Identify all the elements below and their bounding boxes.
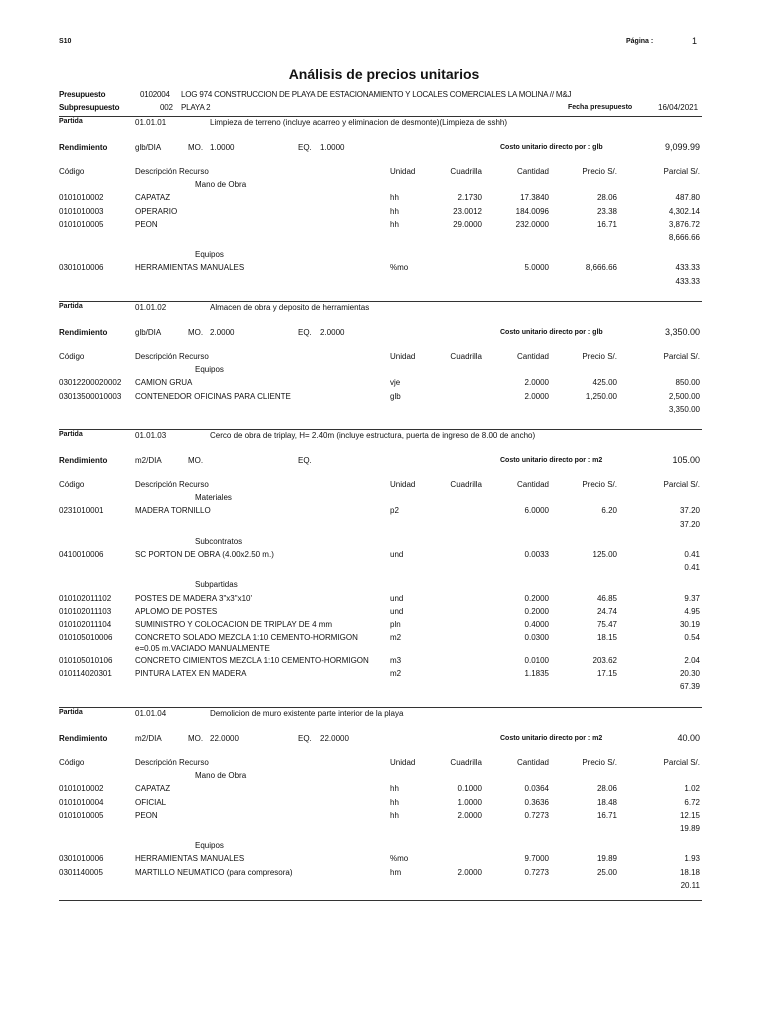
- partida-code: 01.01.04: [135, 709, 167, 718]
- row-parcial: 18.18: [679, 867, 700, 877]
- column-header-cantidad: Cantidad: [516, 480, 549, 489]
- row-cantidad: 0.0364: [524, 784, 549, 794]
- column-header-precio: Precio S/.: [582, 480, 617, 489]
- row-precio: 23.38: [596, 206, 617, 216]
- mo-label: MO.: [188, 456, 204, 465]
- column-header-cuadrilla: Cuadrilla: [450, 167, 482, 176]
- row-precio: 6.20: [601, 506, 617, 516]
- page-number: 1: [692, 36, 698, 46]
- row-cuadrilla: 2.1730: [457, 193, 482, 203]
- row-precio: 203.62: [592, 655, 617, 665]
- row-description: HERRAMIENTAS MANUALES: [135, 854, 245, 864]
- mo-value: 22.0000: [210, 734, 239, 743]
- partida-description: Almacen de obra y deposito de herramientas: [210, 303, 370, 312]
- costo-unitario-label: Costo unitario directo por : m2: [500, 735, 603, 742]
- eq-value: 22.0000: [320, 734, 349, 743]
- group-title: Equipos: [195, 841, 224, 851]
- row-parcial: 2.04: [684, 655, 700, 665]
- row-parcial: 1.02: [684, 784, 700, 794]
- row-precio: 75.47: [596, 620, 617, 629]
- rendimiento-label: Rendimiento: [59, 328, 108, 337]
- row-unit: m2: [390, 668, 402, 678]
- row-code: 0301010006: [59, 263, 104, 273]
- column-header-precio: Precio S/.: [582, 758, 617, 767]
- costo-unitario-label: Costo unitario directo por : glb: [500, 329, 603, 336]
- row-parcial: 37.20: [679, 506, 700, 516]
- group-title: Mano de Obra: [195, 180, 247, 190]
- row-unit: hh: [390, 193, 399, 203]
- row-unit: m2: [390, 633, 402, 643]
- row-description: PEON: [135, 810, 158, 820]
- row-code: 010105010006: [59, 633, 113, 643]
- presupuesto-label: Presupuesto: [59, 90, 106, 99]
- row-precio: 46.85: [596, 593, 617, 603]
- presupuesto-code: 0102004: [140, 90, 170, 99]
- column-header-parcial: Parcial S/.: [663, 352, 700, 361]
- column-header-cantidad: Cantidad: [516, 758, 549, 767]
- row-code: 010102011104: [59, 620, 112, 629]
- row-code: 0101010005: [59, 219, 104, 229]
- partida-label: Partida: [59, 431, 83, 438]
- row-parcial: 12.15: [679, 810, 700, 820]
- partida-code: 01.01.02: [135, 303, 167, 312]
- group-title: Mano de Obra: [195, 771, 247, 781]
- column-header-cuadrilla: Cuadrilla: [450, 352, 482, 361]
- group-title: Equipos: [195, 250, 224, 260]
- row-code: 0301010006: [59, 854, 104, 864]
- group-subtotal: 3,350.00: [668, 404, 700, 414]
- rendimiento-label: Rendimiento: [59, 143, 108, 152]
- row-parcial: 0.54: [684, 633, 700, 643]
- mo-label: MO.: [188, 143, 204, 152]
- row-description: OFICIAL: [135, 797, 167, 807]
- row-precio: 18.48: [596, 797, 617, 807]
- row-description: CONCRETO CIMIENTOS MEZCLA 1:10 CEMENTO-HORMIGON: [135, 655, 369, 665]
- row-cuadrilla: 0.1000: [457, 784, 482, 794]
- row-unit: vje: [390, 378, 401, 388]
- mo-label: MO.: [188, 328, 204, 337]
- costo-unitario-value: 40.00: [677, 733, 700, 743]
- row-unit: glb: [390, 391, 401, 401]
- group-subtotal: 19.89: [679, 824, 700, 833]
- column-header-unidad: Unidad: [390, 352, 416, 361]
- costo-unitario-value: 9,099.99: [664, 142, 700, 152]
- partida-description: Limpieza de terreno (incluye acarreo y eliminacion de desmonte)(Limpieza de sshh): [210, 118, 508, 127]
- fecha-label: Fecha presupuesto: [568, 104, 633, 111]
- group-title: Subcontratos: [195, 536, 243, 546]
- subpresupuesto-label: Subpresupuesto: [59, 103, 120, 112]
- row-parcial: 433.33: [675, 263, 700, 273]
- column-header-parcial: Parcial S/.: [663, 480, 700, 489]
- rendimiento-unit: m2/DIA: [135, 456, 162, 465]
- mo-value: 1.0000: [210, 143, 235, 152]
- row-precio: 25.00: [596, 867, 617, 877]
- partida-code: 01.01.03: [135, 431, 167, 440]
- row-parcial: 850.00: [675, 378, 700, 388]
- group-title: Materiales: [195, 493, 232, 503]
- row-parcial: 2,500.00: [668, 391, 700, 401]
- row-parcial: 9.37: [684, 593, 700, 603]
- row-cantidad: 2.0000: [524, 391, 549, 401]
- partida-label: Partida: [59, 118, 83, 125]
- row-precio: 18.15: [596, 633, 617, 643]
- column-header-descripcion: Descripción Recurso: [135, 758, 209, 767]
- column-header-parcial: Parcial S/.: [663, 758, 700, 767]
- costo-unitario-label: Costo unitario directo por : m2: [500, 457, 603, 464]
- subpresupuesto-code: 002: [160, 103, 173, 112]
- rendimiento-unit: m2/DIA: [135, 734, 162, 743]
- group-subtotal: 8,666.66: [668, 233, 700, 242]
- row-unit: hh: [390, 219, 399, 229]
- row-unit: hh: [390, 797, 399, 807]
- row-precio: 1,250.00: [585, 391, 617, 401]
- row-code: 0231010001: [59, 506, 104, 516]
- column-header-unidad: Unidad: [390, 758, 416, 767]
- column-header-descripcion: Descripción Recurso: [135, 480, 209, 489]
- partida-label: Partida: [59, 303, 83, 310]
- row-precio: 17.15: [596, 668, 617, 678]
- row-description: SC PORTON DE OBRA (4.00x2.50 m.): [135, 550, 274, 559]
- column-header-descripcion: Descripción Recurso: [135, 167, 209, 176]
- column-header-codigo: Código: [59, 167, 85, 176]
- row-cantidad: 184.0096: [515, 206, 549, 216]
- row-precio: 16.71: [596, 219, 617, 229]
- row-description: CAPATAZ: [135, 784, 171, 794]
- row-cuadrilla: 1.0000: [457, 797, 482, 807]
- row-unit: %mo: [390, 263, 409, 273]
- row-cantidad: 2.0000: [524, 378, 549, 388]
- row-parcial: 3,876.72: [668, 219, 700, 229]
- costo-unitario-value: 105.00: [672, 455, 700, 465]
- row-code: 010114020301: [59, 668, 112, 678]
- eq-value: 2.0000: [320, 328, 345, 337]
- column-header-unidad: Unidad: [390, 167, 416, 176]
- row-description: APLOMO DE POSTES: [135, 606, 218, 616]
- costo-unitario-value: 3,350.00: [664, 327, 700, 337]
- row-parcial: 20.30: [679, 668, 700, 678]
- row-cantidad: 17.3840: [520, 193, 549, 203]
- row-cantidad: 0.7273: [524, 810, 549, 820]
- eq-label: EQ.: [298, 143, 312, 152]
- row-precio: 125.00: [592, 550, 617, 559]
- presupuesto-description: LOG 974 CONSTRUCCION DE PLAYA DE ESTACIONAMIENTO Y LOCALES COMERCIALES LA MOLINA // M&J: [181, 90, 572, 99]
- row-description: MADERA TORNILLO: [135, 506, 211, 516]
- mo-value: 2.0000: [210, 328, 235, 337]
- group-subtotal: 67.39: [679, 682, 700, 691]
- row-code: 010102011103: [59, 606, 112, 616]
- row-description: CAMION GRUA: [135, 378, 193, 388]
- row-precio: 8,666.66: [585, 263, 617, 273]
- row-unit: hh: [390, 206, 399, 216]
- row-cantidad: 0.4000: [524, 620, 549, 629]
- row-code: 03012200020002: [59, 378, 122, 388]
- row-cantidad: 1.1835: [524, 668, 549, 678]
- rendimiento-label: Rendimiento: [59, 456, 108, 465]
- eq-label: EQ.: [298, 734, 312, 743]
- section-divider: [59, 900, 702, 901]
- row-cantidad: 0.2000: [524, 593, 549, 603]
- column-header-codigo: Código: [59, 480, 85, 489]
- row-cuadrilla: 2.0000: [457, 867, 482, 877]
- costo-unitario-label: Costo unitario directo por : glb: [500, 144, 603, 151]
- page-label: Página :: [626, 38, 654, 45]
- row-cantidad: 0.7273: [524, 867, 549, 877]
- row-unit: hh: [390, 784, 399, 794]
- page-title: Análisis de precios unitarios: [288, 66, 480, 82]
- row-parcial: 6.72: [684, 797, 700, 807]
- column-header-codigo: Código: [59, 758, 85, 767]
- row-description: POSTES DE MADERA 3"x3"x10': [135, 593, 253, 603]
- column-header-codigo: Código: [59, 352, 85, 361]
- group-subtotal: 0.41: [684, 563, 700, 573]
- section-divider: [59, 429, 702, 430]
- row-cuadrilla: 23.0012: [453, 206, 482, 216]
- eq-value: 1.0000: [320, 143, 345, 152]
- row-description: CAPATAZ: [135, 193, 171, 203]
- column-header-precio: Precio S/.: [582, 352, 617, 361]
- row-cantidad: 6.0000: [524, 506, 549, 516]
- group-subtotal: 433.33: [675, 276, 700, 286]
- row-unit: hh: [390, 810, 399, 820]
- row-code: 010102011102: [59, 593, 112, 603]
- row-cantidad: 232.0000: [515, 219, 549, 229]
- row-code: 0101010004: [59, 797, 104, 807]
- row-parcial: 487.80: [675, 193, 700, 203]
- row-cuadrilla: 2.0000: [457, 810, 482, 820]
- column-header-cuadrilla: Cuadrilla: [450, 758, 482, 767]
- row-parcial: 30.19: [679, 620, 700, 629]
- row-description-continued: e=0.05 m.VACIADO MANUALMENTE: [135, 644, 270, 654]
- row-code: 0101010005: [59, 810, 104, 820]
- column-header-cuadrilla: Cuadrilla: [450, 480, 482, 489]
- row-description: HERRAMIENTAS MANUALES: [135, 263, 245, 273]
- row-code: 0101010002: [59, 193, 104, 203]
- row-cantidad: 9.7000: [524, 854, 549, 864]
- partida-description: Demolicion de muro existente parte interior de la playa: [210, 709, 404, 718]
- row-parcial: 1.93: [684, 854, 700, 864]
- row-code: 03013500010003: [59, 391, 122, 401]
- row-code: 0101010002: [59, 784, 104, 794]
- row-precio: 19.89: [596, 854, 617, 864]
- column-header-parcial: Parcial S/.: [663, 167, 700, 176]
- row-cantidad: 5.0000: [524, 263, 549, 273]
- row-unit: %mo: [390, 854, 409, 864]
- header-divider: [59, 116, 702, 117]
- row-precio: 28.06: [596, 784, 617, 794]
- row-precio: 16.71: [596, 810, 617, 820]
- partida-code: 01.01.01: [135, 118, 167, 127]
- rendimiento-label: Rendimiento: [59, 734, 108, 743]
- partida-label: Partida: [59, 709, 83, 716]
- group-title: Equipos: [195, 365, 224, 375]
- row-parcial: 0.41: [684, 550, 700, 559]
- rendimiento-unit: glb/DIA: [135, 328, 162, 337]
- row-unit: und: [390, 593, 404, 603]
- column-header-descripcion: Descripción Recurso: [135, 352, 209, 361]
- row-parcial: 4.95: [684, 606, 700, 616]
- row-precio: 24.74: [596, 606, 617, 616]
- row-parcial: 4,302.14: [668, 206, 700, 216]
- row-unit: und: [390, 550, 404, 559]
- report-code: S10: [59, 38, 72, 45]
- fecha-value: 16/04/2021: [658, 103, 699, 112]
- row-description: MARTILLO NEUMATICO (para compresora): [135, 867, 293, 877]
- row-description: PEON: [135, 219, 158, 229]
- row-unit: p2: [390, 506, 399, 516]
- row-description: OPERARIO: [135, 206, 178, 216]
- group-subtotal: 37.20: [679, 519, 700, 529]
- row-cantidad: 0.2000: [524, 606, 549, 616]
- rendimiento-unit: glb/DIA: [135, 143, 162, 152]
- section-divider: [59, 301, 702, 302]
- eq-label: EQ.: [298, 456, 312, 465]
- mo-label: MO.: [188, 734, 204, 743]
- section-divider: [59, 707, 702, 708]
- row-description: CONCRETO SOLADO MEZCLA 1:10 CEMENTO-HORMIGON: [135, 633, 358, 643]
- row-precio: 425.00: [592, 378, 617, 388]
- row-code: 0410010006: [59, 550, 104, 559]
- column-header-unidad: Unidad: [390, 480, 416, 489]
- row-cantidad: 0.0300: [524, 633, 549, 643]
- column-header-cantidad: Cantidad: [516, 167, 549, 176]
- row-unit: und: [390, 606, 404, 616]
- row-precio: 28.06: [596, 193, 617, 203]
- row-unit: hm: [390, 867, 402, 877]
- subpresupuesto-description: PLAYA 2: [181, 103, 211, 112]
- column-header-cantidad: Cantidad: [516, 352, 549, 361]
- column-header-precio: Precio S/.: [582, 167, 617, 176]
- row-code: 010105010106: [59, 655, 113, 665]
- eq-label: EQ.: [298, 328, 312, 337]
- row-unit: pln: [390, 620, 401, 629]
- row-description: SUMINISTRO Y COLOCACION DE TRIPLAY DE 4 mm: [135, 620, 333, 629]
- row-description: CONTENEDOR OFICINAS PARA CLIENTE: [135, 391, 291, 401]
- row-cantidad: 0.3636: [524, 797, 549, 807]
- row-unit: m3: [390, 655, 402, 665]
- partida-description: Cerco de obra de triplay, H= 2.40m (incluye estructura, puerta de ingreso de 8.00 de ancho): [210, 431, 536, 440]
- row-cantidad: 0.0100: [524, 655, 549, 665]
- group-title: Subpartidas: [195, 580, 238, 590]
- row-code: 0101010003: [59, 206, 104, 216]
- row-code: 0301140005: [59, 867, 103, 877]
- group-subtotal: 20.11: [680, 880, 700, 890]
- row-cantidad: 0.0033: [524, 550, 549, 559]
- row-cuadrilla: 29.0000: [453, 219, 482, 229]
- row-description: PINTURA LATEX EN MADERA: [135, 668, 247, 678]
